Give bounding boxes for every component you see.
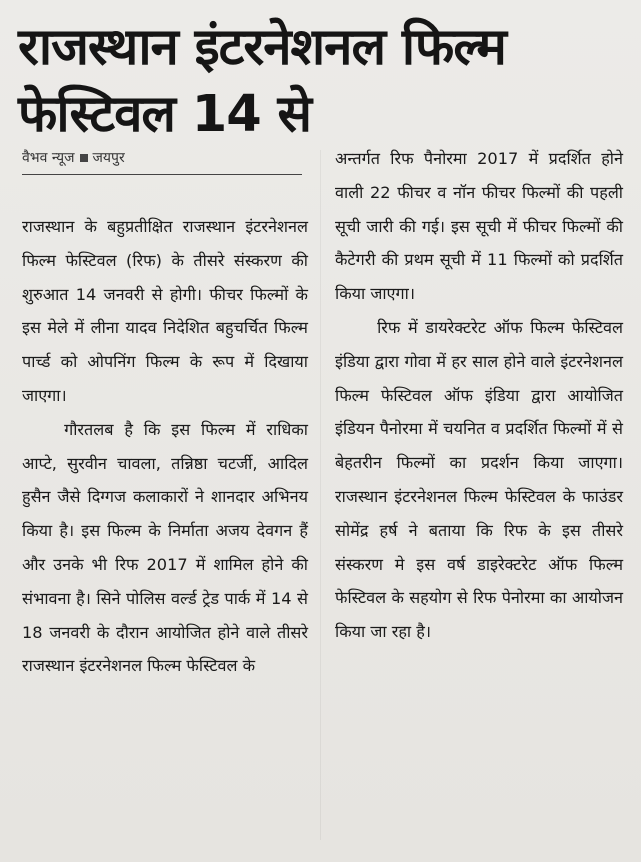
- paragraph: रिफ में डायरेक्टरेट ऑफ फिल्म फेस्टिवल इंडिया द्वारा गोवा में हर साल होने वाले इंटरनेशनल फिल्म फेस्टिवल ऑफ इंडिया द्वारा आयोजित इंडियन पैनोरमा में चयनित व प्रदर्शित फिल्मों में से बेहतरीन फिल्मों का प्रदर्शन किया जाएगा। राजस्थान इंटरनेशनल फिल्म फेस्टिवल के फाउंडर सोमेंद्र हर्ष ने बताया कि रिफ के इस तीसरे संस्करण मे इस वर्ष डाइरेक्टरेट ऑफ फिल्म फेस्टिवल के सहयोग से रिफ पेनोरमा का आयोजन किया जा रहा है।: [335, 317, 623, 642]
- article-column-2: [335, 142, 623, 649]
- paragraph: गौरतलब है कि इस फिल्म में राधिका आप्टे, सुरवीन चावला, तन्निष्ठा चटर्जी, आदिल हुसैन जैसे दिग्गज कलाकारों ने शानदार अभिनय किया है। इस फिल्म के निर्माता अजय देवगन हैं और उनके भी रिफ 2017 में शामिल होने की संभावना है। सिने पोलिस वर्ल्ड ट्रेड पार्क में 14 से 18 जनवरी के दौरान आयोजित होने वाले तीसरे राजस्थान इंटरनेशनल फिल्म फेस्टिवल के: [22, 419, 308, 676]
- byline: [22, 148, 302, 175]
- headline: [18, 14, 628, 148]
- square-bullet-icon: [80, 154, 88, 162]
- byline-source: वैभव न्यूज: [22, 150, 75, 166]
- column-gutter: [320, 150, 321, 840]
- byline-city: जयपुर: [92, 150, 125, 166]
- headline-line-2: फेस्टिवल 14 से: [18, 85, 311, 144]
- article-column-1: [22, 210, 308, 683]
- paragraph: राजस्थान के बहुप्रतीक्षित राजस्थान इंटरनेशनल फिल्म फेस्टिवल (रिफ) के तीसरे संस्करण की शुरुआत 14 जनवरी से होगी। फीचर फिल्मों के इस मेले में लीना यादव निदेशित बहुचर्चित फिल्म पार्च्ड को ओपनिंग फिल्म के रूप में दिखाया जाएगा।: [22, 217, 308, 405]
- headline-line-1: राजस्थान इंटरनेशनल फिल्म: [18, 18, 506, 77]
- paragraph: अन्तर्गत रिफ पैनोरमा 2017 में प्रदर्शित होने वाली 22 फीचर व नॉन फीचर फिल्मों की पहली सूची जारी की गई। इस सूची में फीचर फिल्मों की कैटेगरी की प्रथम सूची में 11 फिल्मों को प्रदर्शित किया जाएगा।: [335, 149, 623, 304]
